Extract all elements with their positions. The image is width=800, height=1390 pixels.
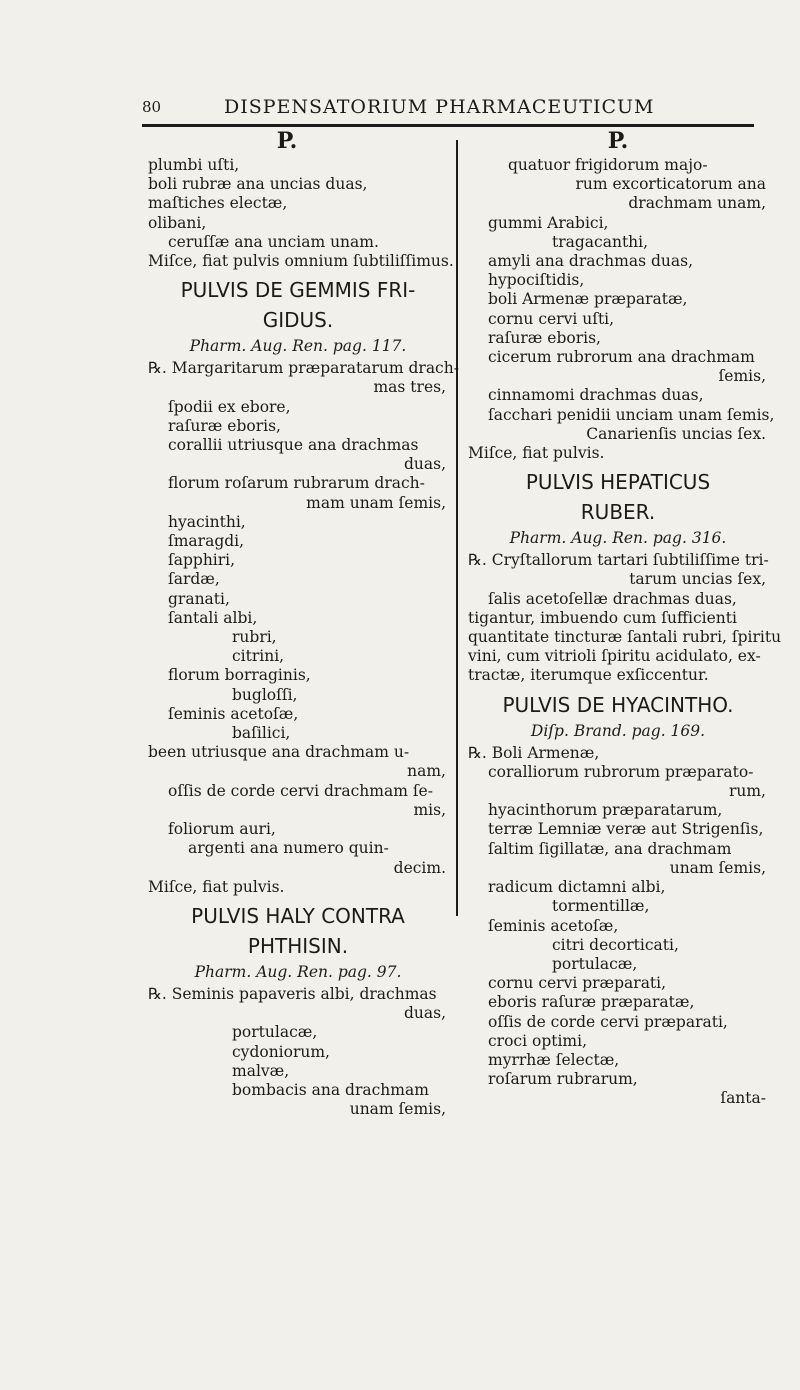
text-line: baſilici, bbox=[232, 724, 291, 743]
text-line: ſpodii ex ebore, bbox=[168, 397, 291, 416]
text-line: Miſce, fiat pulvis omnium ſubtiliſſimus. bbox=[148, 252, 454, 271]
catchword: ſanta- bbox=[720, 1089, 766, 1108]
text-line: tigantur, imbuendo cum ſufficienti bbox=[468, 608, 737, 627]
text-line: duas, bbox=[403, 1004, 446, 1023]
text-line: florum roſarum rubrarum drach- bbox=[168, 474, 425, 493]
recipe-lines-hepaticus bbox=[462, 551, 782, 685]
text-line: duas, bbox=[403, 455, 446, 474]
text-line: ℞. Cryſtallorum tartari ſubtiliſſime tri- bbox=[468, 551, 769, 570]
text-line: rum, bbox=[728, 782, 766, 801]
text-line: cydoniorum, bbox=[232, 1042, 330, 1061]
text-line: vini, cum vitrioli ſpiritu acidulato, ex- bbox=[468, 647, 761, 666]
text-line: ſardæ, bbox=[168, 570, 220, 589]
text-line: hypociſtidis, bbox=[488, 271, 585, 290]
recipe-title-gemmis-2: GIDUS. bbox=[262, 308, 334, 333]
text-line: boli Armenæ præparatæ, bbox=[488, 290, 688, 309]
text-line: bombacis ana drachmam bbox=[232, 1080, 429, 1099]
text-line: cicerum rubrorum ana drachmam bbox=[488, 348, 755, 367]
text-line: rubri, bbox=[232, 628, 277, 647]
right-column bbox=[462, 126, 782, 1109]
text-line: florum borraginis, bbox=[168, 666, 311, 685]
recipe-lines-gemmis bbox=[142, 359, 459, 897]
text-line: ſaltim ſigillatæ, ana drachmam bbox=[488, 839, 732, 858]
text-line: corallii utriusque ana drachmas bbox=[168, 436, 419, 455]
text-line: myrrhæ ſelectæ, bbox=[488, 1050, 620, 1069]
text-line: bugloſſi, bbox=[232, 685, 298, 704]
text-line: plumbi uſti, bbox=[148, 156, 240, 174]
text-line: mam unam ſemis, bbox=[306, 493, 446, 512]
right-intro-lines bbox=[462, 156, 774, 463]
text-line: eboris raſuræ præparatæ, bbox=[488, 993, 695, 1012]
running-head bbox=[142, 96, 754, 122]
text-line: ſemis, bbox=[718, 367, 766, 386]
text-line: tractæ, iterumque exſiccentur. bbox=[468, 666, 709, 685]
text-line: drachmam unam, bbox=[628, 194, 766, 213]
text-line: tormentillæ, bbox=[552, 897, 650, 916]
text-line: mas tres, bbox=[373, 378, 446, 397]
text-line: quantitate tincturæ ſantali rubri, ſpiritu bbox=[468, 628, 782, 647]
left-intro-lines bbox=[142, 156, 454, 271]
recipe-reference-hyacintho: Diſp. Brand. pag. 169. bbox=[530, 721, 706, 740]
text-line: quatuor frigidorum majo- bbox=[508, 156, 708, 174]
text-line: ſalis acetoſellæ drachmas duas, bbox=[488, 589, 737, 608]
text-line: ſapphiri, bbox=[168, 551, 236, 570]
text-line: hyacinthi, bbox=[168, 512, 246, 531]
text-line: ſmaragdi, bbox=[168, 532, 245, 551]
text-line: croci optimi, bbox=[488, 1031, 588, 1050]
text-line: ℞. Seminis papaveris albi, drachmas bbox=[148, 984, 437, 1003]
left-column bbox=[142, 126, 459, 1119]
text-line: Canarienſis uncias ſex. bbox=[586, 424, 766, 443]
recipe-lines-hyacintho bbox=[462, 744, 774, 1090]
text-line: cornu cervi præparati, bbox=[488, 974, 667, 993]
recipe-title-hepaticus-2: RUBER. bbox=[580, 500, 656, 525]
recipe-title-hepaticus-1: PULVIS HEPATICUS bbox=[525, 470, 711, 495]
text-line: foliorum auri, bbox=[168, 820, 276, 839]
text-line: malvæ, bbox=[232, 1061, 290, 1080]
text-line: citri decorticati, bbox=[552, 935, 679, 954]
column-divider bbox=[456, 140, 458, 916]
text-line: ℞. Margaritarum præparatarum drach- bbox=[148, 359, 459, 378]
text-line: ſantali albi, bbox=[168, 608, 258, 627]
text-line: Miſce, fiat pulvis. bbox=[148, 877, 285, 896]
recipe-title-haly-1: PULVIS HALY CONTRA bbox=[191, 903, 405, 928]
text-line: rum excorticatorum ana bbox=[575, 175, 766, 194]
text-line: tragacanthi, bbox=[552, 232, 649, 251]
text-line: gummi Arabici, bbox=[488, 213, 609, 232]
text-line: cinnamomi drachmas duas, bbox=[488, 386, 704, 405]
recipe-title-hyacintho: PULVIS DE HYACINTHO. bbox=[502, 692, 734, 717]
recipe-title-gemmis-1: PULVIS DE GEMMIS FRI- bbox=[180, 278, 416, 303]
text-line: ſeminis acetoſæ, bbox=[168, 704, 299, 723]
recipe-reference-gemmis: Pharm. Aug. Ren. pag. 117. bbox=[189, 337, 407, 356]
text-line: decim. bbox=[393, 858, 446, 877]
text-line: argenti ana numero quin- bbox=[188, 839, 389, 858]
text-line: ceruſſæ ana unciam unam. bbox=[168, 232, 379, 251]
text-line: maſtiches electæ, bbox=[148, 194, 288, 213]
text-line: roſarum rubrarum, bbox=[488, 1070, 638, 1089]
text-line: olibani, bbox=[148, 213, 207, 232]
text-line: ſeminis acetoſæ, bbox=[488, 916, 619, 935]
text-line: nam, bbox=[407, 762, 446, 781]
text-line: radicum dictamni albi, bbox=[488, 878, 666, 897]
text-line: raſuræ eboris, bbox=[168, 416, 281, 435]
text-line: unam ſemis, bbox=[669, 858, 766, 877]
text-line: oſſis de corde cervi præparati, bbox=[488, 1012, 728, 1031]
text-line: oſſis de corde cervi drachmam ſe- bbox=[168, 781, 433, 800]
text-line: cornu cervi uſti, bbox=[488, 309, 615, 328]
text-line: mis, bbox=[413, 800, 446, 819]
recipe-reference-haly: Pharm. Aug. Ren. pag. 97. bbox=[194, 962, 402, 981]
recipe-reference-hepaticus: Pharm. Aug. Ren. pag. 316. bbox=[509, 529, 727, 548]
text-line: hyacinthorum præparatarum, bbox=[488, 801, 723, 820]
text-line: unam ſemis, bbox=[349, 1100, 446, 1119]
page-number: 80 bbox=[142, 98, 162, 116]
text-line: Miſce, fiat pulvis. bbox=[468, 444, 605, 463]
recipe-title-haly-2: PHTHISIN. bbox=[247, 933, 349, 958]
text-line: boli rubræ ana uncias duas, bbox=[148, 175, 368, 194]
running-title: DISPENSATORIUM PHARMACEUTICUM bbox=[224, 96, 655, 118]
recipe-lines-haly bbox=[142, 985, 454, 1119]
text-line: amyli ana drachmas duas, bbox=[488, 252, 694, 271]
text-line: raſuræ eboris, bbox=[488, 328, 601, 347]
text-line: portulacæ, bbox=[552, 954, 638, 973]
section-letter-left: P. bbox=[276, 128, 298, 154]
text-line: coralliorum rubrorum præparato- bbox=[488, 762, 754, 781]
text-line: terræ Lemniæ veræ aut Strigenſis, bbox=[488, 820, 764, 839]
text-line: granati, bbox=[168, 589, 230, 608]
text-line: citrini, bbox=[232, 647, 285, 666]
text-line: been utriusque ana drachmam u- bbox=[148, 743, 410, 762]
section-letter-right: P. bbox=[607, 128, 629, 154]
text-line: ℞. Boli Armenæ, bbox=[468, 743, 600, 762]
text-line: ſacchari penidii unciam unam ſemis, bbox=[488, 405, 775, 424]
text-line: tarum uncias ſex, bbox=[629, 570, 766, 589]
text-line: portulacæ, bbox=[232, 1023, 318, 1042]
